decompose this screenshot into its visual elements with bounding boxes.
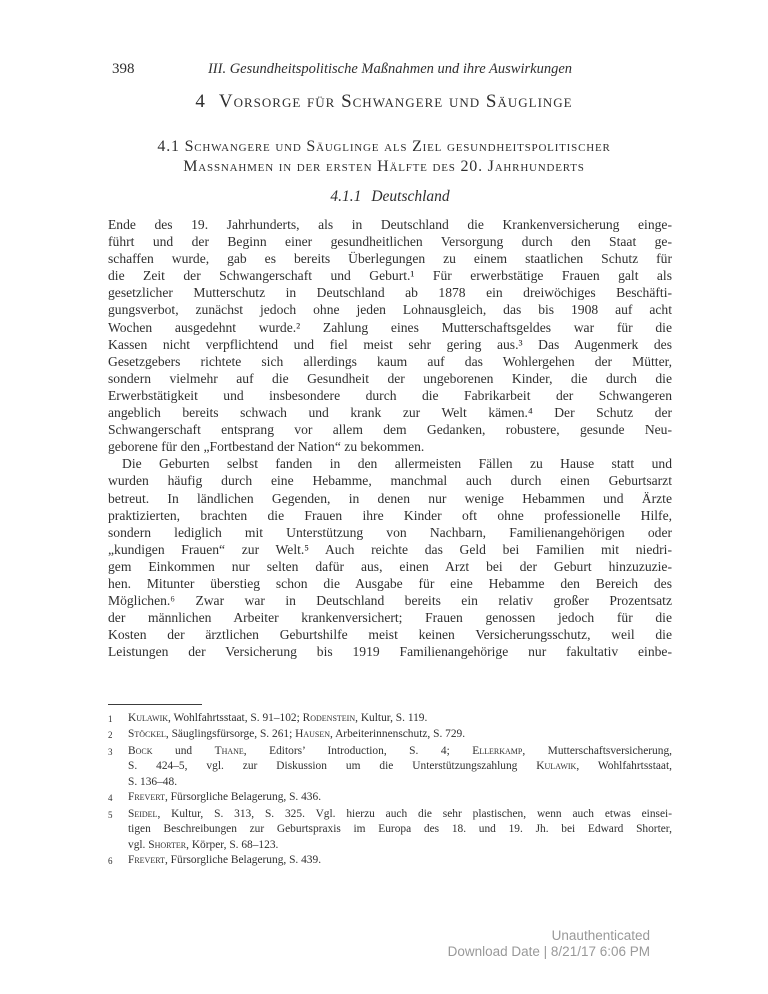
body-line: Ende des 19. Jahrhunderts, als in Deutschland die Krankenversicherung einge- [108,217,672,232]
body-line: sondern lediglich mit Unterstützung von Nachbarn, Familienangehörigen oder [108,524,672,540]
body-line: schaffen wurde, gab es bereits Überlegungen zu einem staatlichen Schutz für [108,251,672,267]
section-heading-line2: Massnahmen in der ersten Hälfte des 20. Jahrhunderts [183,157,585,175]
footnote-line [128,838,672,853]
body-line: betreut. In ländlichen Gegenden, in denen nur wenige Hebammen und Ärzte [108,490,672,506]
footnote-segment: S. 136–48. [128,775,178,788]
footnote-text [128,853,672,869]
footnote-line [128,744,672,759]
footnote-line [128,759,672,774]
body-text [108,216,672,660]
body-line: praktizierten, brachten die Frauen ihre Kinder oft ohne professionelle Hilfe, [108,507,672,523]
author-name: Stöckel [128,728,166,741]
author-name: Hausen [295,728,330,741]
author-name: Seidel [128,807,158,820]
body-line: geborene für den „Fortbestand der Nation“ zu bekommen. [108,439,425,455]
footnote-segment: , Fürsorgliche Belagerung, S. 436. [164,791,322,804]
author-name: Bock [128,744,153,757]
footnote-number: 6 [108,856,113,867]
footnote-segment: , Kultur, S. 313, S. 325. Vgl. hierzu auch die sehr plastischen, wenn auch etwas einsei- [157,807,672,820]
stamp-line2: Download Date | 8/21/17 6:06 PM [447,944,650,959]
footnote-segment: S. 424–5, vgl. zur Diskussion um die Unterstützungszahlung [128,760,537,773]
footnote-segment: und [152,744,215,757]
footnote-segment: tigen Beschreibungen zur Geburtspraxis im Europa des 18. und 19. Jh. bei Edward Shorter, [128,823,672,836]
footnote-line [128,822,672,837]
page-number: 398 [112,61,135,77]
footnote-line [128,790,672,805]
footnote-separator [108,704,202,705]
stamp-line1: Unauthenticated [551,928,650,943]
footnote-line [128,727,672,742]
footnote [108,727,672,743]
subsection-title: Deutschland [371,188,450,205]
body-line: Möglichen.⁶ Zwar war in Deutschland bereits ein relativ großer Prozentsatz [108,593,672,609]
footnote [108,744,672,790]
body-line: führt und der Beginn einer gesundheitlichen Versorgung durch den Staat ge- [108,234,672,250]
body-line: Schwangerschaft entsprang vor allem dem Gedanken, robustere, gesunde Neu- [108,422,672,438]
footnote-text [128,807,672,853]
footnote [108,807,672,853]
footnote-segment: , Arbeiterinnenschutz, S. 729. [330,728,466,741]
body-line: Wochen ausgedehnt wurde.² Zahlung eines Mutterschaftsgeldes war für die [108,319,672,335]
author-name: Frevert [128,854,165,867]
footnote [108,711,672,727]
chapter-title: Vorsorge für Schwangere und Säuglinge [218,91,573,112]
section-heading-line1: 4.1 Schwangere und Säuglinge als Ziel gesundheitspolitischer [157,138,611,155]
footnote-segment: , Körper, S. 68–123. [186,838,279,851]
footnote-number: 3 [108,746,113,757]
body-line: Die Geburten selbst fanden in den allermeisten Fällen zu Hause statt und [122,456,672,472]
section-heading [84,137,684,176]
subsection-heading [108,188,672,206]
author-name: Rodenstein [302,712,356,724]
author-name: Ellerkamp [472,744,523,757]
body-line: sondern vielmehr auf die Gesundheit der ungeborenen Kinder, die durch die [108,370,672,386]
footnote-line [128,775,672,790]
author-name: Frevert [128,791,165,804]
author-name: Kulawik [128,712,169,724]
footnote-segment: , Mutterschaftsversicherung, [522,744,672,757]
footnote-segment: vgl. [128,838,149,851]
footnote-number: 1 [108,714,113,724]
body-line: die Zeit der Schwangerschaft und Geburt.¹ Für erwerbstätige Frauen galt als [108,268,672,284]
footnote-text [128,711,672,727]
footnote-segment: , Kultur, S. 119. [355,712,428,724]
footnote-segment: , Wohlfahrtsstaat, S. 91–102; [168,712,303,724]
body-line: Kassen nicht verpflichtend und fiel meist sehr gering aus.³ Das Augenmerk des [108,336,672,352]
running-head: III. Gesundheitspolitische Maßnahmen und ihre Auswirkungen [207,61,573,77]
footnote-line [128,853,672,868]
footnote-text [128,744,672,790]
footnote [108,853,672,869]
body-line: Leistungen der Versicherung bis 1919 Familienangehörige nur fakultativ einbe- [108,644,672,660]
footnote-segment: , Wohlfahrtsstaat, [576,760,672,773]
body-line: angeblich bereits schwach und krank zur Welt kämen.⁴ Der Schutz der [108,405,672,421]
body-line: der männlichen Arbeiter krankenversichert; Frauen genossen jedoch für die [108,610,672,626]
chapter-heading [84,91,684,113]
body-line: wurden häufig durch eine Hebamme, manchmal auch durch einen Geburtsarzt [108,473,672,489]
chapter-number: 4 [195,91,206,112]
footnote-number: 5 [108,809,113,820]
subsection-number: 4.1.1 [330,188,362,205]
author-name: Kulawik [536,760,577,773]
body-line: Erwerbstätigkeit und insbesondere durch die Fabrikarbeit der Schwangeren [108,387,672,403]
footnote-text [128,790,672,806]
footnote [108,790,672,806]
body-line: „kundigen Frauen“ zur Welt.⁵ Auch reichte das Geld bei Familien mit niedri- [108,541,672,557]
body-line: Gesetzgebers richtete sich allerdings kaum auf das Wohlergehen der Mütter, [108,353,672,369]
author-name: Thane [214,744,244,757]
download-stamp [448,928,650,960]
body-line: gungsverbot, zunächst jedoch ohne jeden Lohnausgleich, das bis 1908 auf acht [108,302,672,318]
body-line: Kosten der ärztlichen Geburtshilfe meist keinen Versicherungsschutz, weil die [108,627,672,643]
footnotes [108,711,672,870]
footnote-line [128,807,672,822]
footnote-text [128,727,672,743]
body-line: gem Einkommen nur selten dafür aus, einen Arzt bei der Geburt hinzuzuzie- [108,558,672,574]
footnote-segment: , Editors’ Introduction, S. 4; [243,744,473,757]
author-name: Shorter [148,838,187,851]
page-header [108,61,672,79]
body-line: hen. Mitunter überstieg schon die Ausgabe für eine Hebamme den Bereich des [108,575,672,591]
footnote-number: 2 [108,730,113,741]
footnote-segment: , Fürsorgliche Belagerung, S. 439. [164,854,322,867]
body-line: gesetzlicher Mutterschutz in Deutschland ab 1878 ein dreiwöchiges Beschäfti- [108,285,672,301]
footnote-line [128,711,672,726]
footnote-number: 4 [108,793,113,804]
footnote-segment: , Säuglingsfürsorge, S. 261; [165,728,296,741]
